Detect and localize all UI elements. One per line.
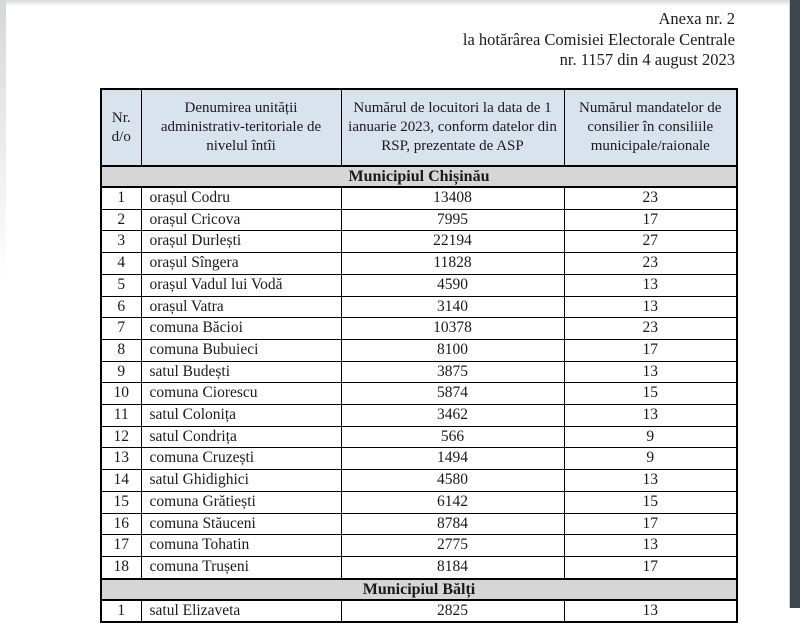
population-table [100,88,738,623]
table-row [101,470,737,492]
table-row [101,535,737,557]
table-row [101,209,737,231]
row-name: comuna Grătiești [141,491,341,513]
row-mandates: 13 [564,296,737,318]
row-name: orașul Vatra [141,296,341,318]
row-population: 8184 [341,556,564,578]
row-number: 15 [101,491,141,513]
row-population: 13408 [341,187,564,209]
row-population: 4580 [341,470,564,492]
table-row [101,448,737,470]
table-header-row [101,89,737,166]
row-number: 4 [101,253,141,275]
row-name: satul Ghidighici [141,470,341,492]
row-name: orașul Codru [141,187,341,209]
table-row [101,383,737,405]
row-mandates: 13 [564,600,737,623]
table-row [101,426,737,448]
annex-line-2: la hotărârea Comisiei Electorale Centrale [462,29,735,49]
section-title: Municipiul Bălți [101,579,737,600]
header-cell-locuitori: Numărul de locuitori la data de 1 ianuarie 2023, conform datelor din RSP, prezentate de ASP [341,89,564,166]
row-name: comuna Băcioi [141,318,341,340]
row-name: orașul Durlești [141,231,341,253]
row-number: 7 [101,318,141,340]
row-number: 13 [101,448,141,470]
table-row [101,600,737,623]
row-mandates: 13 [564,361,737,383]
row-mandates: 17 [564,556,737,578]
section-header-row [101,166,737,187]
row-name: comuna Cruzești [141,448,341,470]
row-name: satul Elizaveta [141,600,341,623]
row-number: 5 [101,274,141,296]
row-population: 8100 [341,339,564,361]
row-population: 8784 [341,513,564,535]
table-row [101,405,737,427]
page-top-shadow [0,0,789,6]
header-cell-nr: Nr. d/o [101,89,141,166]
table-row [101,339,737,361]
viewer-edge-strip [789,0,800,608]
row-population: 1494 [341,448,564,470]
annex-note [463,9,735,71]
row-number: 6 [101,296,141,318]
row-name: comuna Ciorescu [141,383,341,405]
row-mandates: 13 [564,535,737,557]
row-name: satul Condrița [141,426,341,448]
row-name: satul Colonița [141,405,341,427]
row-population: 2775 [341,535,564,557]
row-name: comuna Trușeni [141,556,341,578]
row-name: comuna Bubuieci [141,339,341,361]
row-population: 4590 [341,274,564,296]
row-population: 3140 [341,296,564,318]
row-number: 14 [101,470,141,492]
row-number: 2 [101,209,141,231]
row-population: 22194 [341,231,564,253]
table-row [101,231,737,253]
table-row [101,513,737,535]
row-number: 9 [101,361,141,383]
table-row [101,556,737,578]
row-mandates: 23 [564,187,737,209]
row-mandates: 17 [564,513,737,535]
row-name: orașul Cricova [141,209,341,231]
row-number: 16 [101,513,141,535]
row-mandates: 27 [564,231,737,253]
row-mandates: 15 [564,383,737,405]
row-population: 2825 [341,600,564,623]
row-mandates: 23 [564,253,737,275]
row-number: 1 [101,187,141,209]
row-number: 18 [101,556,141,578]
row-number: 3 [101,231,141,253]
section-title: Municipiul Chișinău [101,166,737,187]
row-name: orașul Vadul lui Vodă [141,274,341,296]
row-population: 3875 [341,361,564,383]
row-mandates: 13 [564,405,737,427]
row-population: 3462 [341,405,564,427]
row-number: 11 [101,405,141,427]
row-population: 11828 [341,253,564,275]
row-mandates: 15 [564,491,737,513]
row-name: comuna Tohatin [141,535,341,557]
table-row [101,491,737,513]
table-row [101,296,737,318]
section-header-row [101,579,737,600]
annex-line-3: nr. 1157 din 4 august 2023 [559,50,735,69]
row-population: 7995 [341,209,564,231]
table-row [101,274,737,296]
row-population: 5874 [341,383,564,405]
row-mandates: 9 [564,426,737,448]
row-name: comuna Stăuceni [141,513,341,535]
row-number: 10 [101,383,141,405]
row-mandates: 13 [564,470,737,492]
row-population: 566 [341,426,564,448]
row-number: 1 [101,600,141,623]
table-row [101,187,737,209]
row-mandates: 17 [564,209,737,231]
page-left-shadow [0,0,6,280]
row-mandates: 9 [564,448,737,470]
row-number: 17 [101,535,141,557]
row-number: 12 [101,426,141,448]
header-cell-mandate: Numărul mandatelor de consilier în consiliile municipale/raionale [564,89,737,166]
row-name: orașul Sîngera [141,253,341,275]
table-row [101,318,737,340]
row-population: 10378 [341,318,564,340]
annex-line-1: Anexa nr. 2 [658,9,735,28]
header-cell-denumire: Denumirea unității administrativ-teritoriale de nivelul întîi [141,89,341,166]
table-row [101,253,737,275]
row-population: 6142 [341,491,564,513]
row-mandates: 13 [564,274,737,296]
row-mandates: 17 [564,339,737,361]
table-row [101,361,737,383]
row-name: satul Budești [141,361,341,383]
row-number: 8 [101,339,141,361]
row-mandates: 23 [564,318,737,340]
